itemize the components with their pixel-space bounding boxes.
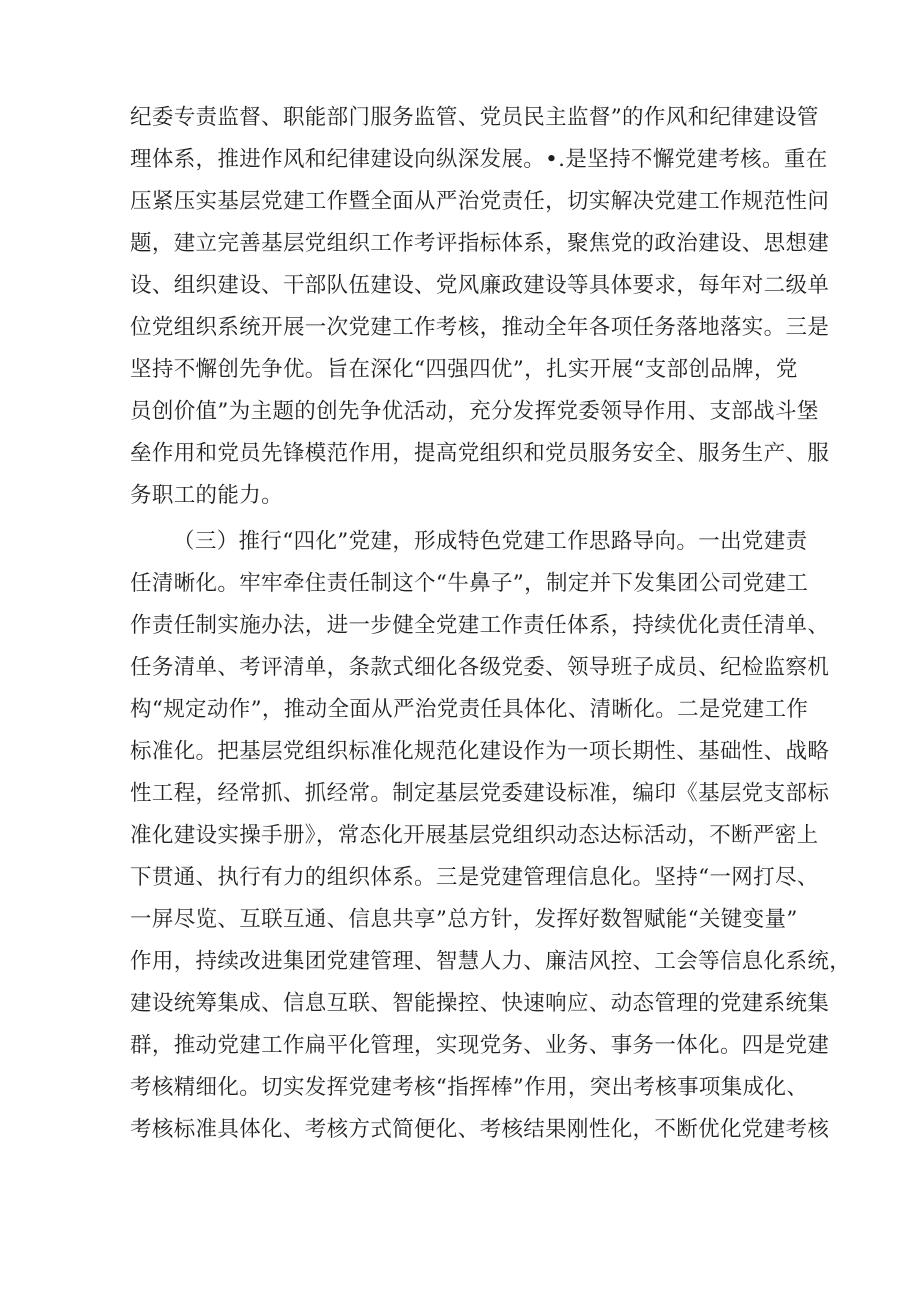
text-line: 一屏尽览、互联互通、信息共享”总方针，发挥好数智赋能“关键变量” [130,907,798,932]
text-line: 任务清单、考评清单，条款式细化各级党委、领导班子成员、纪检监察机 [130,655,830,680]
text-line: （三）推行“四化”党建，形成特色党建工作思路导向。一出党建责 [173,529,808,554]
text-line: 任清晰化。牢牢牵住责任制这个“牛鼻子”，制定并下发集团公司党建工 [130,571,809,596]
text-line: 理体系，推进作风和纪律建设向纵深发展。•.是坚持不懈党建考核。重在 [130,147,828,172]
text-line: 下贯通、执行有力的组织体系。三是党建管理信息化。坚持“一网打尽、 [130,865,819,890]
text-line: 标准化。把基层党组织标准化规范化建设作为一项长期性、基础性、战略 [130,739,830,764]
text-line: 准化建设实操手册》，常态化开展基层党组织动态达标活动，不断严密上 [130,823,819,848]
text-line: 纪委专责监督、职能部门服务监管、党员民主监督”的作风和纪律建设管 [130,105,819,130]
text-line: 题，建立完善基层党组织工作考评指标体系，聚焦党的政治建设、思想建 [130,231,830,256]
text-line: 建设统筹集成、信息互联、智能操控、快速响应、动态管理的党建系统集 [130,991,830,1016]
text-line: 构“规定动作”，推动全面从严治党责任具体化、清晰化。二是党建工作 [130,697,809,722]
text-line: 群，推动党建工作扁平化管理，实现党务、业务、事务一体化。四是党建 [130,1033,830,1058]
text-line: 性工程，经常抓、抓经常。制定基层党委建设标准，编印《基层党支部标 [130,781,830,806]
paragraph-2 [130,521,852,1151]
text-line: 作用，持续改进集团党建管理、智慧人力、廉洁风控、工会等信息化系统， [130,949,852,974]
text-line: 员创价值”为主题的创先争优活动，充分发挥党委领导作用、支部战斗堡 [130,399,819,424]
text-line: 考核精细化。切实发挥党建考核“指挥棒”作用，突出考核事项集成化、 [130,1075,809,1100]
text-line: 垒作用和党员先锋模范作用，提高党组织和党员服务安全、服务生产、服 [130,441,830,466]
text-line: 位党组织系统开展一次党建工作考核，推动全年各项任务落地落实。三是 [130,315,830,340]
text-line: 坚持不懈创先争优。旨在深化“四强四优”，扎实开展“支部创品牌，党 [130,357,798,382]
text-line: 考核标准具体化、考核方式简便化、考核结果刚性化，不断优化党建考核 [130,1117,830,1142]
paragraph-1 [130,97,830,517]
text-line: 压紧压实基层党建工作暨全面从严治党责任，切实解决党建工作规范性问 [130,189,830,214]
text-line: 作责任制实施办法，进一步健全党建工作责任体系，持续优化责任清单、 [130,613,830,638]
text-line: 务职工的能力。 [130,483,283,508]
text-line: 设、组织建设、干部队伍建设、党风廉政建设等具体要求，每年对二级单 [130,273,830,298]
